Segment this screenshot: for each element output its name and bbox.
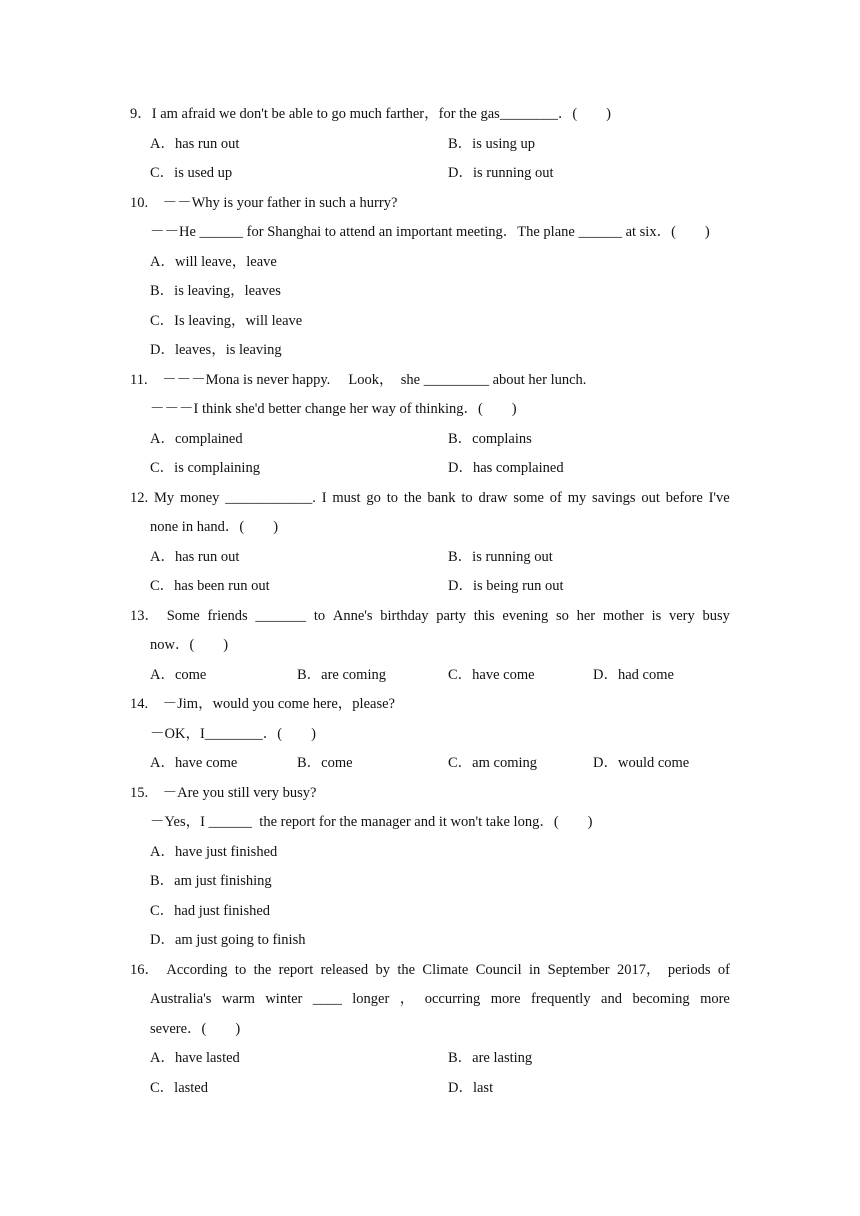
- option-row: [0, 162, 860, 184]
- word: so: [556, 608, 569, 624]
- word: very: [669, 608, 695, 624]
- stem-continuation: now．( ): [150, 637, 229, 653]
- option-row: [0, 546, 860, 568]
- word: by: [375, 962, 390, 978]
- word: winter: [265, 991, 303, 1007]
- option-b[interactable]: B．are lasting: [448, 1050, 533, 1066]
- word: more: [490, 991, 521, 1007]
- option-row: [0, 1047, 860, 1069]
- question-stem: [130, 605, 730, 627]
- option-b[interactable]: B．is using up: [448, 136, 536, 152]
- option-a[interactable]: A．come: [150, 667, 207, 683]
- option-row: [0, 900, 860, 922]
- option-d[interactable]: D．would come: [593, 755, 690, 771]
- word: released: [320, 962, 369, 978]
- word: 12.: [130, 490, 149, 506]
- option-b[interactable]: B．complains: [448, 431, 532, 447]
- word: her: [576, 608, 596, 624]
- dialogue-line: －Yes，I ______ the report for the manager and it won't take long．( ): [150, 814, 593, 830]
- blank: _______: [255, 608, 307, 624]
- question-stem-line: [0, 516, 860, 538]
- option-row: [0, 664, 860, 686]
- word: to: [234, 962, 247, 978]
- question-stem-line: [0, 398, 860, 420]
- word: before: [665, 490, 703, 506]
- option-row: [0, 457, 860, 479]
- word: in: [528, 962, 541, 978]
- question-stem: [130, 487, 730, 509]
- word: warm: [221, 991, 255, 1007]
- option-b[interactable]: B．are coming: [297, 667, 386, 683]
- option-d[interactable]: D．is running out: [448, 165, 554, 181]
- option-row: [0, 841, 860, 863]
- word: the: [397, 962, 416, 978]
- word: periods: [667, 962, 711, 978]
- option-row: [0, 280, 860, 302]
- option-c[interactable]: C．Is leaving，will leave: [150, 313, 303, 329]
- option-a[interactable]: A．have lasted: [150, 1050, 240, 1066]
- word: I: [321, 490, 327, 506]
- stem-continuation: none in hand．( ): [150, 519, 279, 535]
- question-stem-line: [0, 811, 860, 833]
- option-b[interactable]: B．come: [297, 755, 353, 771]
- word: must: [332, 490, 361, 506]
- option-d[interactable]: D．leaves，is leaving: [150, 342, 282, 358]
- option-c[interactable]: C．is complaining: [150, 460, 260, 476]
- word: ，: [399, 991, 415, 1007]
- word: to: [461, 490, 473, 506]
- option-c[interactable]: C．am coming: [448, 755, 538, 771]
- word: Australia's: [150, 991, 212, 1007]
- option-a[interactable]: A．will leave，leave: [150, 254, 277, 270]
- question-15: [0, 782, 860, 804]
- question-12: [0, 487, 860, 509]
- word: some: [513, 490, 544, 506]
- word: Climate: [422, 962, 469, 978]
- word: busy: [702, 608, 730, 624]
- option-d[interactable]: D．is being run out: [448, 578, 564, 594]
- option-row: [0, 752, 860, 774]
- question-stem-line: [0, 1018, 860, 1040]
- option-row: [0, 1077, 860, 1099]
- word: 2017，: [617, 962, 661, 978]
- word: this: [473, 608, 495, 624]
- word: I've: [708, 490, 730, 506]
- question-14: [0, 693, 860, 715]
- word: evening: [502, 608, 549, 624]
- option-row: [0, 251, 860, 273]
- option-d[interactable]: D．last: [448, 1080, 494, 1096]
- question-stem: 9．I am afraid we don't be able to go much farther，for the gas________．( ): [130, 106, 611, 122]
- option-row: [0, 339, 860, 361]
- dialogue-line: －－－I think she'd better change her way of thinking．( ): [150, 401, 517, 417]
- option-c[interactable]: C．have come: [448, 667, 535, 683]
- word: money: [179, 490, 220, 506]
- word: savings: [592, 490, 636, 506]
- word: to: [313, 608, 326, 624]
- option-a[interactable]: A．has run out: [150, 549, 240, 565]
- word: my: [567, 490, 587, 506]
- question-stem: 10. －－Why is your father in such a hurry?: [130, 195, 398, 211]
- word: birthday: [380, 608, 429, 624]
- option-b[interactable]: B．is leaving，leaves: [150, 283, 281, 299]
- question-9: [0, 103, 860, 125]
- word: go: [366, 490, 381, 506]
- word: becoming: [632, 991, 690, 1007]
- option-b[interactable]: B．am just finishing: [150, 873, 272, 889]
- option-a[interactable]: A．complained: [150, 431, 243, 447]
- stem-continuation: [150, 988, 730, 1010]
- question-stem-line: [0, 634, 860, 656]
- word: longer: [352, 991, 390, 1007]
- option-row: [0, 133, 860, 155]
- word: report: [278, 962, 314, 978]
- option-c[interactable]: C．is used up: [150, 165, 233, 181]
- word: draw: [478, 490, 508, 506]
- word: is: [651, 608, 662, 624]
- option-c[interactable]: C．had just finished: [150, 903, 271, 919]
- option-a[interactable]: A．has run out: [150, 136, 240, 152]
- blank: ____________.: [225, 490, 316, 506]
- word: out: [641, 490, 660, 506]
- word: and: [601, 991, 622, 1007]
- blank: ____: [312, 991, 342, 1007]
- option-d[interactable]: D．am just going to finish: [150, 932, 306, 948]
- word: the: [253, 962, 272, 978]
- question-stem-line: [0, 723, 860, 745]
- question-stem: 14. －Jim，would you come here，please?: [130, 696, 395, 712]
- word: Council: [475, 962, 522, 978]
- option-row: [0, 575, 860, 597]
- question-16: [0, 959, 860, 981]
- word: According: [166, 962, 228, 978]
- question-10: [0, 192, 860, 214]
- dialogue-line: －－He ______ for Shanghai to attend an important meeting．The plane ______ at six．( ): [150, 224, 710, 240]
- option-a[interactable]: A．have come: [150, 755, 238, 771]
- question-stem: 15. －Are you still very busy?: [130, 785, 317, 801]
- stem-continuation: severe．( ): [150, 1021, 241, 1037]
- word: friends: [207, 608, 248, 624]
- word: Anne's: [332, 608, 373, 624]
- question-stem-line: [0, 221, 860, 243]
- option-row: [0, 428, 860, 450]
- word: more: [700, 991, 730, 1007]
- question-stem-line: [0, 988, 860, 1010]
- word: Some: [166, 608, 200, 624]
- word: of: [717, 962, 730, 978]
- option-row: [0, 310, 860, 332]
- word: 16．: [130, 962, 159, 978]
- option-d[interactable]: D．had come: [593, 667, 674, 683]
- question-stem: 11. －－－Mona is never happy. Look， she _________ about her lunch.: [130, 372, 587, 388]
- option-row: [0, 870, 860, 892]
- word: mother: [602, 608, 644, 624]
- word: 13．: [130, 608, 159, 624]
- option-row: [0, 929, 860, 951]
- word: of: [549, 490, 562, 506]
- question-13: [0, 605, 860, 627]
- option-a[interactable]: A．have just finished: [150, 844, 278, 860]
- question-stem: [130, 959, 730, 981]
- dialogue-line: －OK，I________．( ): [150, 726, 316, 742]
- option-b[interactable]: B．is running out: [448, 549, 553, 565]
- option-c[interactable]: C．has been run out: [150, 578, 270, 594]
- question-11: [0, 369, 860, 391]
- option-d[interactable]: D．has complained: [448, 460, 564, 476]
- word: bank: [427, 490, 456, 506]
- word: party: [436, 608, 467, 624]
- word: the: [403, 490, 422, 506]
- word: frequently: [531, 991, 591, 1007]
- word: to: [386, 490, 398, 506]
- option-c[interactable]: C．lasted: [150, 1080, 208, 1096]
- word: occurring: [424, 991, 481, 1007]
- word: My: [153, 490, 175, 506]
- word: September: [547, 962, 610, 978]
